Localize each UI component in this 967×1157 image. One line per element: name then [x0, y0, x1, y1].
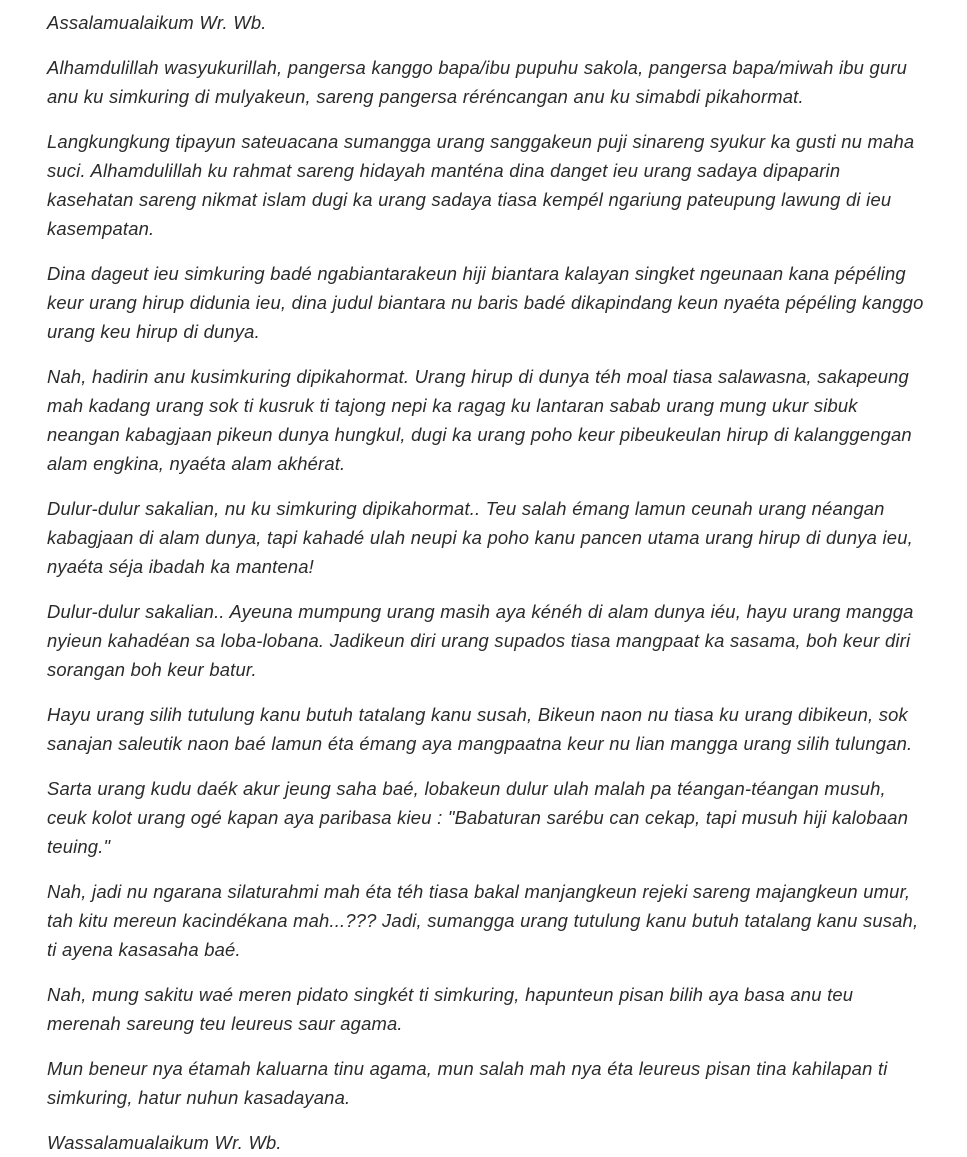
paragraph-address-audience: Alhamdulillah wasyukurillah, pangersa kanggo bapa/ibu pupuhu sakola, pangersa bapa/miwah ibu guru anu ku simkuring di mulyakeun, sareng pangersa réréncangan anu ku simabdi pikahormat. — [47, 57, 908, 107]
paragraph-do-good-deeds: Dulur-dulur sakalian.. Ayeuna mumpung urang masih aya kénéh di alam dunya iéu, hayu urang mangga nyieun kahadéan sa loba-lobana. Jadikeun diri urang supados tiasa mangpaat ka sasama, boh keur diri sorangan boh keur batur. — [47, 601, 914, 680]
paragraph-worship-purpose: Dulur-dulur sakalian, nu ku simkuring dipikahormat.. Teu salah émang lamun ceunah urang néangan kabagjaan di alam dunya, tapi kahadé ulah neupi ka poho kanu pancen utama urang hirup di dunya ieu, nyaéta séja ibadah ka mantena! — [47, 498, 913, 577]
paragraph-proverb-friends-enemies: Sarta urang kudu daék akur jeung saha baé, lobakeun dulur ulah malah pa téangan-téangan musuh, ceuk kolot urang ogé kapan aya paribasa kieu : "Babaturan sarébu can cekap, tapi musuh hiji kalobaan teuing." — [47, 778, 909, 857]
paragraph-greeting-opening: Assalamualaikum Wr. Wb. — [47, 12, 267, 33]
paragraph-greeting-closing: Wassalamualaikum Wr. Wb. — [47, 1132, 282, 1153]
paragraph-truth-from-religion: Mun beneur nya étamah kaluarna tinu agama, mun salah mah nya éta leureus pisan tina kahilapan ti simkuring, hatur nuhun kasadayana. — [47, 1058, 888, 1108]
paragraph-silaturahmi-benefit: Nah, jadi nu ngarana silaturahmi mah éta téh tiasa bakal manjangkeun rejeki sareng majangkeun umur, tah kitu mereun kacindékana mah...??? Jadi, sumangga urang tutulung kanu butuh tatalang kanu susah, ti ayena kasasaha baé. — [47, 881, 919, 960]
paragraph-praise-gratitude: Langkungkung tipayun sateuacana sumangga urang sanggakeun puji sinareng syukur ka gusti nu maha suci. Alhamdulillah ku rahmat sareng hidayah manténa dina danget ieu urang sadaya dipaparin kasehatan sareng nikmat islam dugi ka urang sadaya tiasa kempél ngariung pateupung lawung di ieu kasempatan. — [47, 131, 915, 239]
paragraph-life-not-forever: Nah, hadirin anu kusimkuring dipikahormat. Urang hirup di dunya téh moal tiasa salawasna, sakapeung mah kadang urang sok ti kusruk ti tajong nepi ka ragag ku lantaran sabab urang mung ukur sibuk neangan kabagjaan pikeun dunya hungkul, dugi ka urang poho keur pibeukeulan hirup di kalanggengan alam engkina, nyaéta alam akhérat. — [47, 366, 912, 474]
paragraph-help-each-other: Hayu urang silih tutulung kanu butuh tatalang kanu susah, Bikeun naon nu tiasa ku urang dibikeun, sok sanajan saleutik naon baé lamun éta émang aya mangpaatna keur nu lian mangga urang silih tulungan. — [47, 704, 913, 754]
paragraph-closing-apology: Nah, mung sakitu waé meren pidato singkét ti simkuring, hapunteun pisan bilih aya basa anu teu merenah sareung teu leureus saur agama. — [47, 984, 854, 1034]
paragraph-speech-topic: Dina dageut ieu simkuring badé ngabiantarakeun hiji biantara kalayan singket ngeunaan kana pépéling keur urang hirup didunia ieu, dina judul biantara nu baris badé dikapindang keun nyaéta pépéling kanggo urang keu hirup di dunya. — [47, 263, 924, 342]
